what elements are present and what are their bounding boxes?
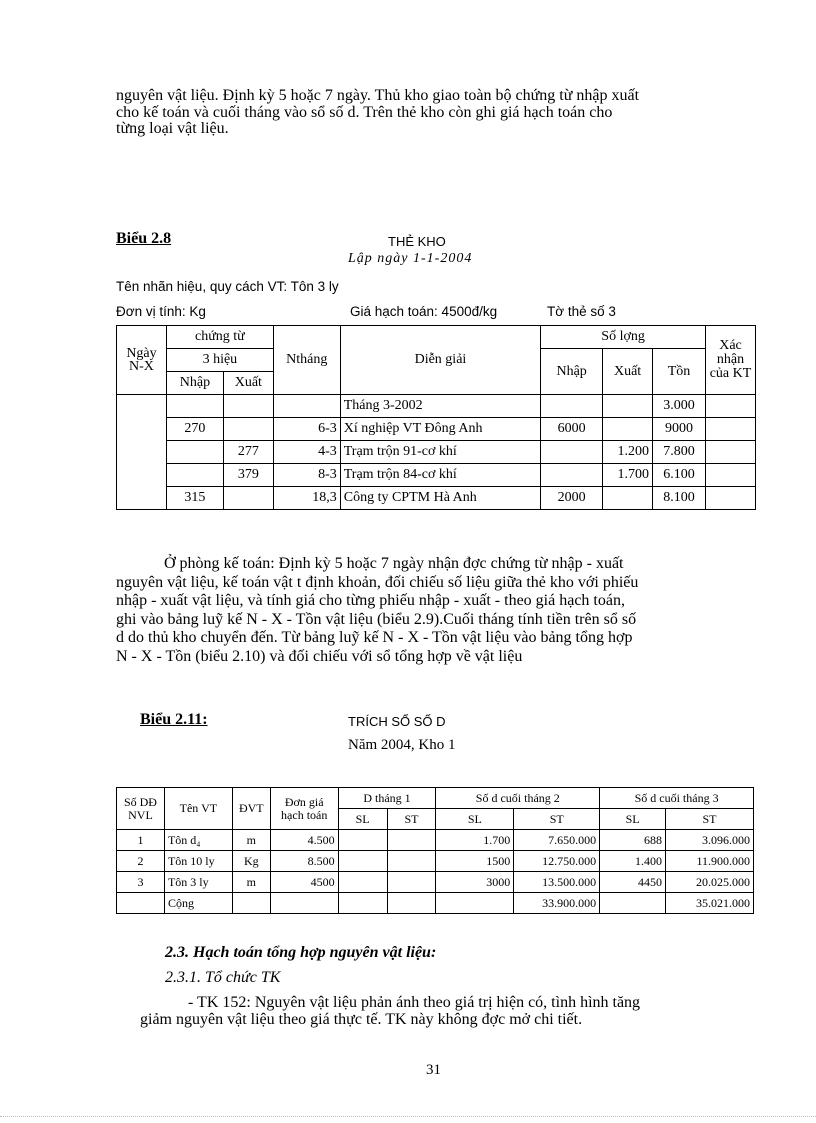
section-2-3-1-heading: 2.3.1. Tổ chức TK xyxy=(165,969,281,986)
cell-dvt: m xyxy=(232,830,270,851)
cell-ton: 3.000 xyxy=(653,395,706,418)
header-cuoi-thang3: Số d cuối tháng 3 xyxy=(600,788,754,809)
cell-nthang xyxy=(273,395,340,418)
cell-empty xyxy=(436,893,514,914)
cell-sl-xuat: 1.200 xyxy=(603,441,653,464)
unit-label: Đơn vị tính: Kg xyxy=(116,304,206,319)
cell-no: 1 xyxy=(117,830,165,851)
header-ton: Tồn xyxy=(653,349,706,395)
the-kho-title: THẺ KHO xyxy=(388,234,446,249)
header-st-3: ST xyxy=(666,809,754,830)
price-label: Giá hạch toán: 4500đ/kg xyxy=(350,304,498,319)
cell-dvt: m xyxy=(232,872,270,893)
cell-empty xyxy=(338,893,387,914)
intro-line-2: cho kế toán và cuối tháng vào sổ số d. Trên thẻ kho còn ghi giá hạch toán cho xyxy=(116,103,613,121)
cell-no: 2 xyxy=(117,851,165,872)
table-row xyxy=(117,830,754,851)
cell-st3: 11.900.000 xyxy=(666,851,754,872)
tk-line-1: - TK 152: Nguyên vật liệu phản ánh theo giá trị hiện có, tình hình tăng xyxy=(188,994,641,1011)
cell-sl-nhap: 2000 xyxy=(541,487,603,510)
header-so-luong: Số lợng xyxy=(541,326,706,349)
cell-dien-giai: Tháng 3-2002 xyxy=(340,395,540,418)
cell-sl3: 4450 xyxy=(600,872,666,893)
total-row xyxy=(117,893,754,914)
cell-st2: 7.650.000 xyxy=(514,830,600,851)
table-row xyxy=(117,441,756,464)
bieu-2-8-label: Biểu 2.8 xyxy=(116,230,172,247)
table-row xyxy=(117,395,756,418)
cell-xac-nhan xyxy=(705,487,755,510)
intro-line-3: từng loại vật liệu. xyxy=(116,120,229,137)
cell-nthang: 18,3 xyxy=(273,487,340,510)
cell-st1 xyxy=(387,830,436,851)
accounting-line-2: nguyên vật liệu, kế toán vật t định khoản, đối chiếu số liệu giữa thẻ kho với phiếu xyxy=(116,573,639,591)
table-row xyxy=(117,487,756,510)
cell-nhap xyxy=(166,395,223,418)
cell-ten-vt: Tôn d₄ xyxy=(164,830,232,851)
header-st-1: ST xyxy=(387,809,436,830)
header-sl-3: SL xyxy=(600,809,666,830)
cell-st1 xyxy=(387,872,436,893)
accounting-line-1: Ở phòng kế toán: Định kỳ 5 hoặc 7 ngày nhận đợc chứng từ nhập - xuất xyxy=(164,555,624,572)
header-ct-nhap: Nhập xyxy=(166,372,223,395)
cell-sl1 xyxy=(338,872,387,893)
cell-nhap: 315 xyxy=(166,487,223,510)
cell-st2: 12.750.000 xyxy=(514,851,600,872)
cell-sl3: 688 xyxy=(600,830,666,851)
cell-sl-xuat xyxy=(603,487,653,510)
cell-empty xyxy=(387,893,436,914)
cell-nthang: 8-3 xyxy=(273,464,340,487)
header-d-thang1: D tháng 1 xyxy=(338,788,436,809)
cell-st2: 13.500.000 xyxy=(514,872,600,893)
cell-don-gia: 8.500 xyxy=(270,851,338,872)
ngay-cell xyxy=(117,395,167,510)
table-row xyxy=(117,872,754,893)
header-sl-nhap: Nhập xyxy=(541,349,603,395)
cell-sl2: 3000 xyxy=(436,872,514,893)
total-st2: 33.900.000 xyxy=(514,893,600,914)
section-2-3-heading: 2.3. Hạch toán tổng hợp nguyên vật liệu: xyxy=(165,944,437,961)
header-don-gia: Đơn giá hạch toán xyxy=(270,788,338,830)
accounting-paragraph xyxy=(116,555,756,666)
header-nthang: Ntháng xyxy=(273,326,340,395)
sheet-number: Tờ thẻ số 3 xyxy=(547,304,616,319)
cell-dien-giai: Xí nghiệp VT Đông Anh xyxy=(340,418,540,441)
cell-sl1 xyxy=(338,830,387,851)
cell-sl2: 1.700 xyxy=(436,830,514,851)
cell-ton: 6.100 xyxy=(653,464,706,487)
cell-xac-nhan xyxy=(705,464,755,487)
header-sl-2: SL xyxy=(436,809,514,830)
cell-xac-nhan xyxy=(705,418,755,441)
page-footer-divider xyxy=(0,1116,816,1117)
cell-sl-xuat: 1.700 xyxy=(603,464,653,487)
cell-st1 xyxy=(387,851,436,872)
header-sl-1: SL xyxy=(338,809,387,830)
header-chung-tu: chứng từ xyxy=(166,326,273,349)
accounting-line-5: d do thủ kho chuyển đến. Từ bảng luỹ kế N - X - Tồn vật liệu vào bảng tổng hợp xyxy=(116,629,633,646)
cell-xuat: 379 xyxy=(223,464,273,487)
tk-line-2: giảm nguyên vật liệu theo giá thực tế. TK này không đợc mở chi tiết. xyxy=(140,1011,583,1028)
cell-ten-vt: Tôn 10 ly xyxy=(164,851,232,872)
cell-empty xyxy=(270,893,338,914)
header-ten-vt: Tên VT xyxy=(164,788,232,830)
header-ct-xuat: Xuất xyxy=(223,372,273,395)
trich-so-subtitle: Năm 2004, Kho 1 xyxy=(348,737,456,753)
cell-sl-nhap xyxy=(541,464,603,487)
cell-don-gia: 4500 xyxy=(270,872,338,893)
accounting-line-4: ghi vào bảng luỹ kế N - X - Tồn vật liệu (biểu 2.9).Cuối tháng tính tiền trên sổ số xyxy=(116,610,637,628)
the-kho-date: Lập ngày 1-1-2004 xyxy=(348,251,473,266)
intro-line-1: nguyên vật liệu. Định kỳ 5 hoặc 7 ngày. Thủ kho giao toàn bộ chứng từ nhập xuất xyxy=(116,87,640,104)
page-number: 31 xyxy=(426,1062,441,1078)
table-row xyxy=(117,464,756,487)
intro-paragraph xyxy=(116,88,756,138)
cell-ten-vt: Tôn 3 ly xyxy=(164,872,232,893)
header-ngay-nx: Ngày N-X xyxy=(117,326,167,395)
trich-so-table xyxy=(116,787,754,914)
cell-xac-nhan xyxy=(705,395,755,418)
cell-nhap: 270 xyxy=(166,418,223,441)
cell-nthang: 6-3 xyxy=(273,418,340,441)
the-kho-table xyxy=(116,325,756,510)
header-sl-xuat: Xuất xyxy=(603,349,653,395)
cell-dien-giai: Công ty CPTM Hà Anh xyxy=(340,487,540,510)
accounting-line-6: N - X - Tồn (biểu 2.10) và đối chiếu với sổ tổng hợp về vật liệu xyxy=(116,647,523,665)
cell-sl3: 1.400 xyxy=(600,851,666,872)
cell-ton: 8.100 xyxy=(653,487,706,510)
cell-sl1 xyxy=(338,851,387,872)
cell-nthang: 4-3 xyxy=(273,441,340,464)
cell-nhap xyxy=(166,464,223,487)
table-row xyxy=(117,418,756,441)
header-dien-giai: Diễn giải xyxy=(340,326,540,395)
cell-sl-xuat xyxy=(603,418,653,441)
cell-st3: 3.096.000 xyxy=(666,830,754,851)
cell-don-gia: 4.500 xyxy=(270,830,338,851)
cell-dvt: Kg xyxy=(232,851,270,872)
cell-dien-giai: Trạm trộn 91-cơ khí xyxy=(340,441,540,464)
cell-sl-nhap xyxy=(541,441,603,464)
cell-ton: 7.800 xyxy=(653,441,706,464)
cell-xuat: 277 xyxy=(223,441,273,464)
tk-paragraph xyxy=(140,994,756,1028)
cell-empty xyxy=(117,893,165,914)
trich-so-title: TRÍCH SỔ SỐ D xyxy=(348,714,446,729)
table-row xyxy=(117,851,754,872)
header-cuoi-thang2: Số d cuối tháng 2 xyxy=(436,788,600,809)
cell-xac-nhan xyxy=(705,441,755,464)
cell-ton: 9000 xyxy=(653,418,706,441)
header-st-2: ST xyxy=(514,809,600,830)
cell-dien-giai: Trạm trộn 84-cơ khí xyxy=(340,464,540,487)
cell-sl-nhap xyxy=(541,395,603,418)
cell-xuat xyxy=(223,418,273,441)
accounting-line-3: nhập - xuất vật liệu, và tính giá cho từng phiếu nhập - xuất - theo giá hạch toán, xyxy=(116,592,625,609)
cell-empty xyxy=(232,893,270,914)
header-so-dd: Số DĐ NVL xyxy=(117,788,165,830)
cell-nhap xyxy=(166,441,223,464)
cell-no: 3 xyxy=(117,872,165,893)
cell-empty xyxy=(600,893,666,914)
product-spec: Tên nhãn hiệu, quy cách VT: Tôn 3 ly xyxy=(116,279,339,294)
bieu-2-11-label: Biểu 2.11: xyxy=(140,711,208,728)
cell-sl-nhap: 6000 xyxy=(541,418,603,441)
header-so-hieu: 3 hiệu xyxy=(166,349,273,372)
total-st3: 35.021.000 xyxy=(666,893,754,914)
cell-st3: 20.025.000 xyxy=(666,872,754,893)
total-label: Cộng xyxy=(164,893,232,914)
cell-sl-xuat xyxy=(603,395,653,418)
header-xac-nhan: Xác nhận của KT xyxy=(705,326,755,395)
header-dvt: ĐVT xyxy=(232,788,270,830)
cell-xuat xyxy=(223,395,273,418)
cell-sl2: 1500 xyxy=(436,851,514,872)
cell-xuat xyxy=(223,487,273,510)
